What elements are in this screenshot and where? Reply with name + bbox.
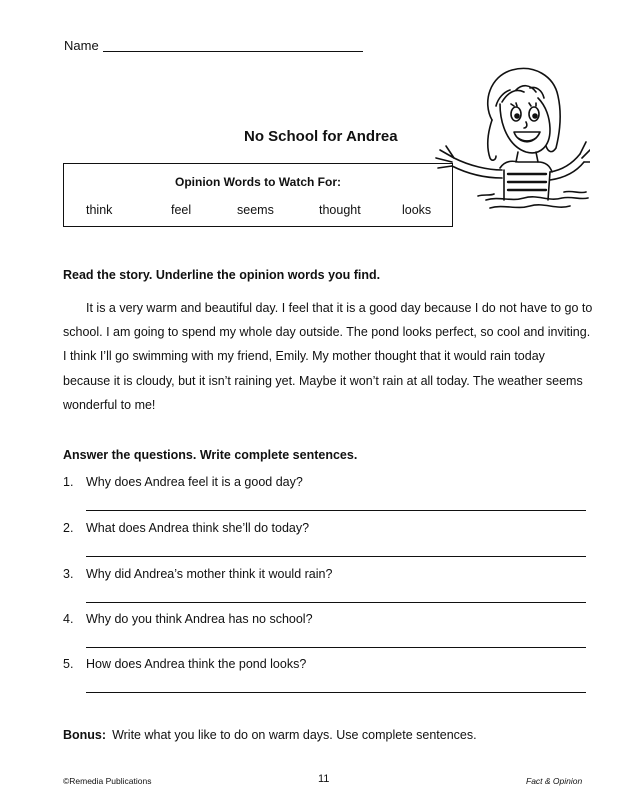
question-1 — [63, 475, 303, 489]
name-field-line[interactable] — [103, 51, 363, 52]
story-paragraph: It is a very warm and beautiful day. I feel that it is a good day because I do not have to go to school. I am going to spend my whole day outside. The pond looks perfect, so cool and inviting. I think I’ll go swimming with my friend, Emily. My mother thought that it would rain today because it is cloudy, but it isn’t raining yet. Maybe it won’t rain at all today. The weather seems wonderful to me! — [63, 301, 593, 412]
answer-line-2[interactable] — [86, 556, 586, 557]
question-text: Why does Andrea feel it is a good day? — [86, 475, 303, 489]
question-number: 3. — [63, 567, 74, 581]
page-number: 11 — [318, 773, 330, 785]
bonus-label: Bonus: — [63, 728, 107, 742]
answer-line-5[interactable] — [86, 692, 586, 693]
question-number: 5. — [63, 657, 74, 671]
opinion-box-heading: Opinion Words to Watch For: — [175, 175, 341, 189]
opinion-word: feel — [171, 203, 192, 217]
question-2 — [63, 521, 309, 535]
question-text: How does Andrea think the pond looks? — [86, 657, 307, 671]
bonus-text: Write what you like to do on warm days. Use complete sentences. — [112, 728, 477, 742]
opinion-word: seems — [237, 203, 274, 217]
question-text: Why did Andrea’s mother think it would rain? — [86, 567, 333, 581]
question-text: Why do you think Andrea has no school? — [86, 612, 313, 626]
question-number: 2. — [63, 521, 74, 535]
question-4 — [63, 612, 313, 626]
footer-publisher: ©Remedia Publications — [63, 776, 152, 786]
footer-series: Fact & Opinion — [526, 776, 583, 786]
girl-swimming-illustration — [430, 62, 590, 222]
question-text: What does Andrea think she’ll do today? — [86, 521, 310, 535]
question-number: 4. — [63, 612, 74, 626]
opinion-word: think — [86, 203, 113, 217]
read-instruction: Read the story. Underline the opinion words you find. — [63, 268, 381, 282]
question-5 — [63, 657, 306, 671]
answer-line-3[interactable] — [86, 602, 586, 603]
answer-line-1[interactable] — [86, 510, 586, 511]
question-number: 1. — [63, 475, 74, 489]
opinion-word: thought — [319, 203, 361, 217]
opinion-word: looks — [402, 203, 432, 217]
answer-line-4[interactable] — [86, 647, 586, 648]
answer-instruction: Answer the questions. Write complete sentences. — [63, 448, 358, 462]
name-label: Name — [64, 38, 99, 53]
opinion-words-box — [63, 163, 453, 227]
story-text — [63, 296, 593, 417]
page-title: No School for Andrea — [244, 128, 398, 145]
question-3 — [63, 567, 332, 581]
bonus-prompt — [63, 728, 477, 742]
